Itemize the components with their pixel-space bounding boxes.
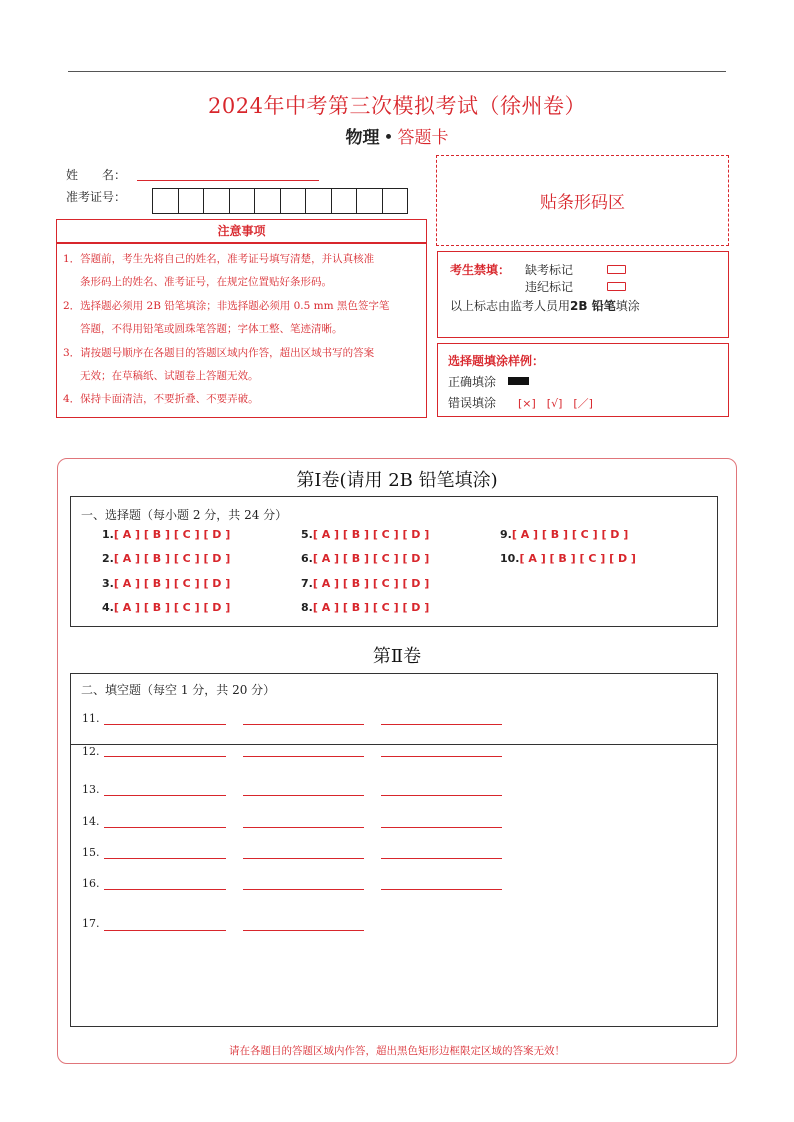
answer-blank[interactable] [243,889,364,890]
id-digit-box[interactable] [152,188,179,214]
exam-id-boxes[interactable] [152,188,407,214]
choice-options[interactable]: [ A ] [ B ] [ C ] [ D ] [113,552,231,565]
question-number: 16. [82,877,100,890]
choice-options[interactable]: [ A ] [ B ] [ C ] [ D ] [312,528,430,541]
correct-fill-mark [508,377,529,385]
choice-options[interactable]: [ A ] [ B ] [ C ] [ D ] [113,577,231,590]
answer-blank[interactable] [104,889,226,890]
question-number: 13. [82,783,100,796]
part1-title: 第Ⅰ卷(请用 2B 铅笔填涂) [296,470,498,491]
question-number: 1. [102,528,114,541]
id-digit-box[interactable] [229,188,256,214]
choice-row-5[interactable] [301,528,429,541]
proctor-only-title: 考生禁填： [450,263,511,277]
id-digit-box[interactable] [280,188,307,214]
answer-blank[interactable] [381,795,502,796]
fill-heading: 二、填空题（每空 1 分，共 20 分） [81,683,276,697]
question-number: 2. [102,552,114,565]
choice-options[interactable]: [ A ] [ B ] [ C ] [ D ] [113,528,231,541]
id-digit-box[interactable] [178,188,205,214]
answer-blank[interactable] [243,724,364,725]
id-digit-box[interactable] [254,188,281,214]
answer-blank[interactable] [243,827,364,828]
notice-body [57,243,426,417]
id-digit-box[interactable] [356,188,383,214]
proctor-note-bold: 2B 铅笔 [570,299,616,313]
name-field[interactable] [137,180,319,181]
choice-options[interactable]: [ A ] [ B ] [ C ] [ D ] [312,552,430,565]
answer-blank[interactable] [104,795,226,796]
violation-mark-box[interactable] [607,282,626,291]
proctor-only-panel [437,251,729,338]
answer-blank[interactable] [243,858,364,859]
question-number: 15. [82,846,100,859]
fill-sample-title: 选择题填涂样例： [448,354,545,368]
notice-item: 条形码上的姓名、准考证号，在规定位置贴好条形码。 [80,276,332,288]
choice-row-9[interactable] [500,528,628,541]
choice-options[interactable]: [ A ] [ B ] [ C ] [ D ] [511,528,629,541]
fill-sample-panel [437,343,729,417]
id-digit-box[interactable] [382,188,409,214]
choice-row-6[interactable] [301,552,429,565]
barcode-label: 贴条形码区 [540,193,625,213]
answer-blank[interactable] [381,827,502,828]
question-number: 10. [500,552,520,565]
answer-blank[interactable] [104,724,226,725]
barcode-area [436,155,729,246]
notice-item: 无效；在草稿纸、试题卷上答题无效。 [80,370,259,382]
notice-item: 1．答题前，考生先将自己的姓名，准考证号填写清楚，并认真核准 [63,253,375,265]
wrong-fill-label: 错误填涂 [448,396,497,410]
choice-row-10[interactable] [500,552,636,565]
answer-blank[interactable] [104,756,226,757]
name-label: 姓 名： [66,168,127,182]
question-number: 5. [301,528,313,541]
answer-blank[interactable] [381,756,502,757]
notice-item: 3．请按题号顺序在各题目的答题区域内作答，超出区域书写的答案 [63,347,375,359]
choice-options[interactable]: [ A ] [ B ] [ C ] [ D ] [312,601,430,614]
id-digit-box[interactable] [203,188,230,214]
question-number: 14. [82,815,100,828]
wrong-fill-marks: [×] [√] [／] [518,397,593,410]
choice-row-2[interactable] [102,552,230,565]
part2-title: 第Ⅱ卷 [372,646,422,667]
answer-blank[interactable] [381,889,502,890]
notice-item: 2．选择题必须用 2B 铅笔填涂；非选择题必须用 0.5 mm 黑色签字笔 [63,300,390,312]
violation-mark-label: 违纪标记 [525,280,574,294]
choice-row-1[interactable] [102,528,230,541]
question-number: 8. [301,601,313,614]
answer-blank[interactable] [381,724,502,725]
question-number: 12. [82,745,100,758]
fill-section-box-bottom [70,744,718,1027]
choice-row-4[interactable] [102,601,230,614]
question-number: 4. [102,601,114,614]
notice-title: 注意事项 [57,220,426,243]
notice-panel [56,219,427,418]
proctor-note-prefix: 以上标志由监考人员用 [450,299,571,313]
subject-title: 物理 • 答题卡 [345,128,449,148]
exam-title: 2024年中考第三次模拟考试（徐州卷） [208,94,586,118]
answer-blank[interactable] [243,756,364,757]
answer-blank[interactable] [243,795,364,796]
choice-options[interactable]: [ A ] [ B ] [ C ] [ D ] [519,552,636,565]
notice-item: 答题，不得用铅笔或圆珠笔答题；字体工整、笔迹清晰。 [80,323,343,335]
id-digit-box[interactable] [305,188,332,214]
question-number: 7. [301,577,313,590]
id-label: 准考证号： [66,190,127,204]
proctor-note-suffix: 填涂 [615,299,640,313]
question-number: 3. [102,577,114,590]
choice-row-3[interactable] [102,577,230,590]
answer-blank[interactable] [104,930,226,931]
answer-blank[interactable] [104,827,226,828]
answer-blank[interactable] [243,930,364,931]
choice-options[interactable]: [ A ] [ B ] [ C ] [ D ] [113,601,231,614]
choice-heading: 一、选择题（每小题 2 分，共 24 分） [81,508,288,522]
correct-fill-label: 正确填涂 [448,375,497,389]
subject-label: 物理 [345,128,380,148]
absent-mark-box[interactable] [607,265,626,274]
answer-blank[interactable] [381,858,502,859]
notice-item: 4．保持卡面清洁，不要折叠、不要弄破。 [63,393,259,405]
proctor-note [450,297,640,314]
question-number: 6. [301,552,313,565]
footer-warning: 请在各题目的答题区域内作答，超出黑色矩形边框限定区域的答案无效！ [229,1045,565,1057]
choice-row-8[interactable] [301,601,429,614]
choice-options[interactable]: [ A ] [ B ] [ C ] [ D ] [312,577,430,590]
top-rule [68,71,726,72]
question-number: 17. [82,917,100,930]
absent-mark-label: 缺考标记 [525,263,574,277]
answer-blank[interactable] [104,858,226,859]
id-digit-box[interactable] [331,188,358,214]
question-number: 9. [500,528,512,541]
card-label: 答题卡 [397,128,449,148]
question-number: 11. [82,712,100,725]
choice-row-7[interactable] [301,577,429,590]
